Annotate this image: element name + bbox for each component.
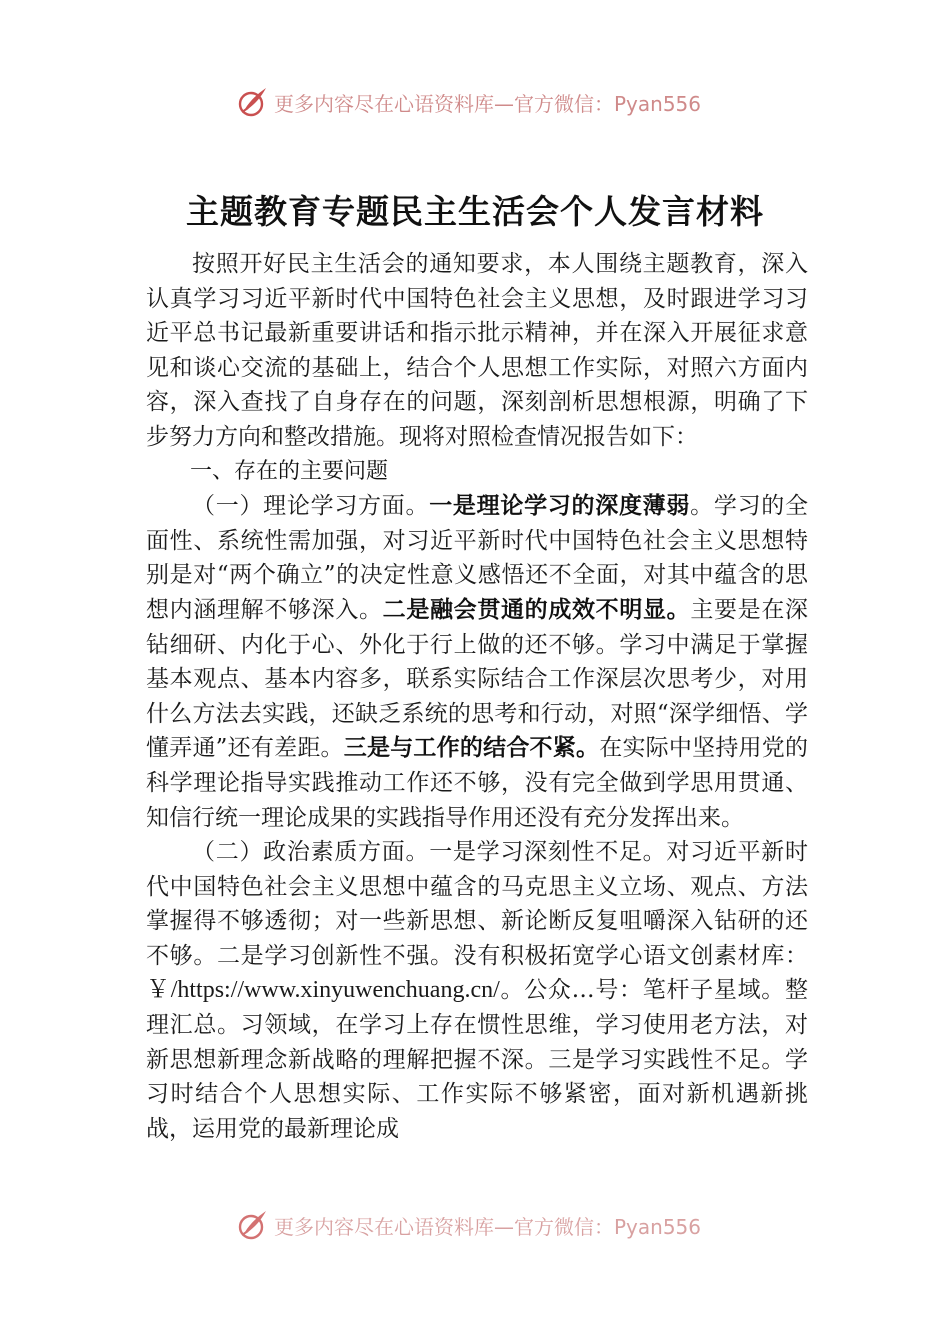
paragraph-text: 在实际中坚持用党的科学理论指导实践推动工作还不够，没有完全做到学思用贯通、知信行统一理论成果的实践指导作用还没有充分发挥出来。 [146, 735, 808, 831]
section-heading-problems: 一、存在的主要问题 [190, 458, 389, 484]
watermark-footer [236, 1207, 736, 1243]
watermark-text: 更多内容尽在心语资料库—官方微信：Pyan556 [274, 91, 702, 116]
paragraph-text: 主要是在深钻细研、内化于心、外化于行上做的还不够。学习中满足于掌握基本观点、基本内容多，联系实际结合工作深层次思考少，对用什么方法去实践，还缺乏系统的思考和行动，对照“深学细悟、学懂弄通”还有差距。 [146, 596, 809, 762]
quill-seal-icon [236, 1208, 270, 1242]
bold-point-3: 三是与工作的结合不紧。 [343, 734, 600, 762]
paragraph-lead: （一）理论学习方面。 [192, 493, 430, 520]
paragraph-political-quality [146, 835, 808, 1146]
paragraph-theory-study [146, 489, 808, 835]
quill-seal-icon [236, 85, 270, 119]
paragraph-text: 。公众…号：笔杆子星域。整理汇总。习领域，在学习上存在惯性思维，学习使用老方法，对新思想新理念新战略的理解把握不深。三是学习实践性不足。学习时结合个人思想实际、工作实际不够紧密，面对新机遇新挑战，运用党的最新理论成 [146, 977, 809, 1142]
document-body [146, 247, 808, 1146]
website-url: ￥/https://www.xinyuwenchuang.cn/ [146, 977, 500, 1004]
intro-paragraph: 按照开好民主生活会的通知要求，本人围绕主题教育，深入认真学习习近平新时代中国特色社会主义思想，及时跟进学习习近平总书记最新重要讲话和指示批示精神，并在深入开展征求意见和谈心交流的基础上，结合个人思想工作实际，对照六方面内容，深入查找了自身存在的问题，深刻剖析思想根源，明确了下步努力方向和整改措施。现将对照检查情况报告如下： [146, 251, 808, 450]
watermark-text: 更多内容尽在心语资料库—官方微信：Pyan556 [274, 1214, 702, 1239]
paragraph-text: （二）政治素质方面。一是学习深刻性不足。对习近平新时代中国特色社会主义思想中蕴含的马克思主义立场、观点、方法掌握得不够透彻；对一些新思想、新论断反复咀嚼深入钻研的还不够。二是学习创新性不强。没有积极拓宽学心语文创素材库： [146, 839, 808, 969]
paragraph-text: 。学习的全面性、系统性需加强，对习近平新时代中国特色社会主义思想特别是对“两个确立”的决定性意义感悟还不全面，对其中蕴含的思想内涵理解不够深入。 [146, 493, 809, 623]
bold-point-1: 一是理论学习的深度薄弱 [429, 492, 691, 520]
document-title: 主题教育专题民主生活会个人发言材料 [186, 192, 764, 231]
watermark-header [236, 84, 736, 120]
bold-point-2: 二是融会贯通的成效不明显。 [382, 595, 691, 623]
